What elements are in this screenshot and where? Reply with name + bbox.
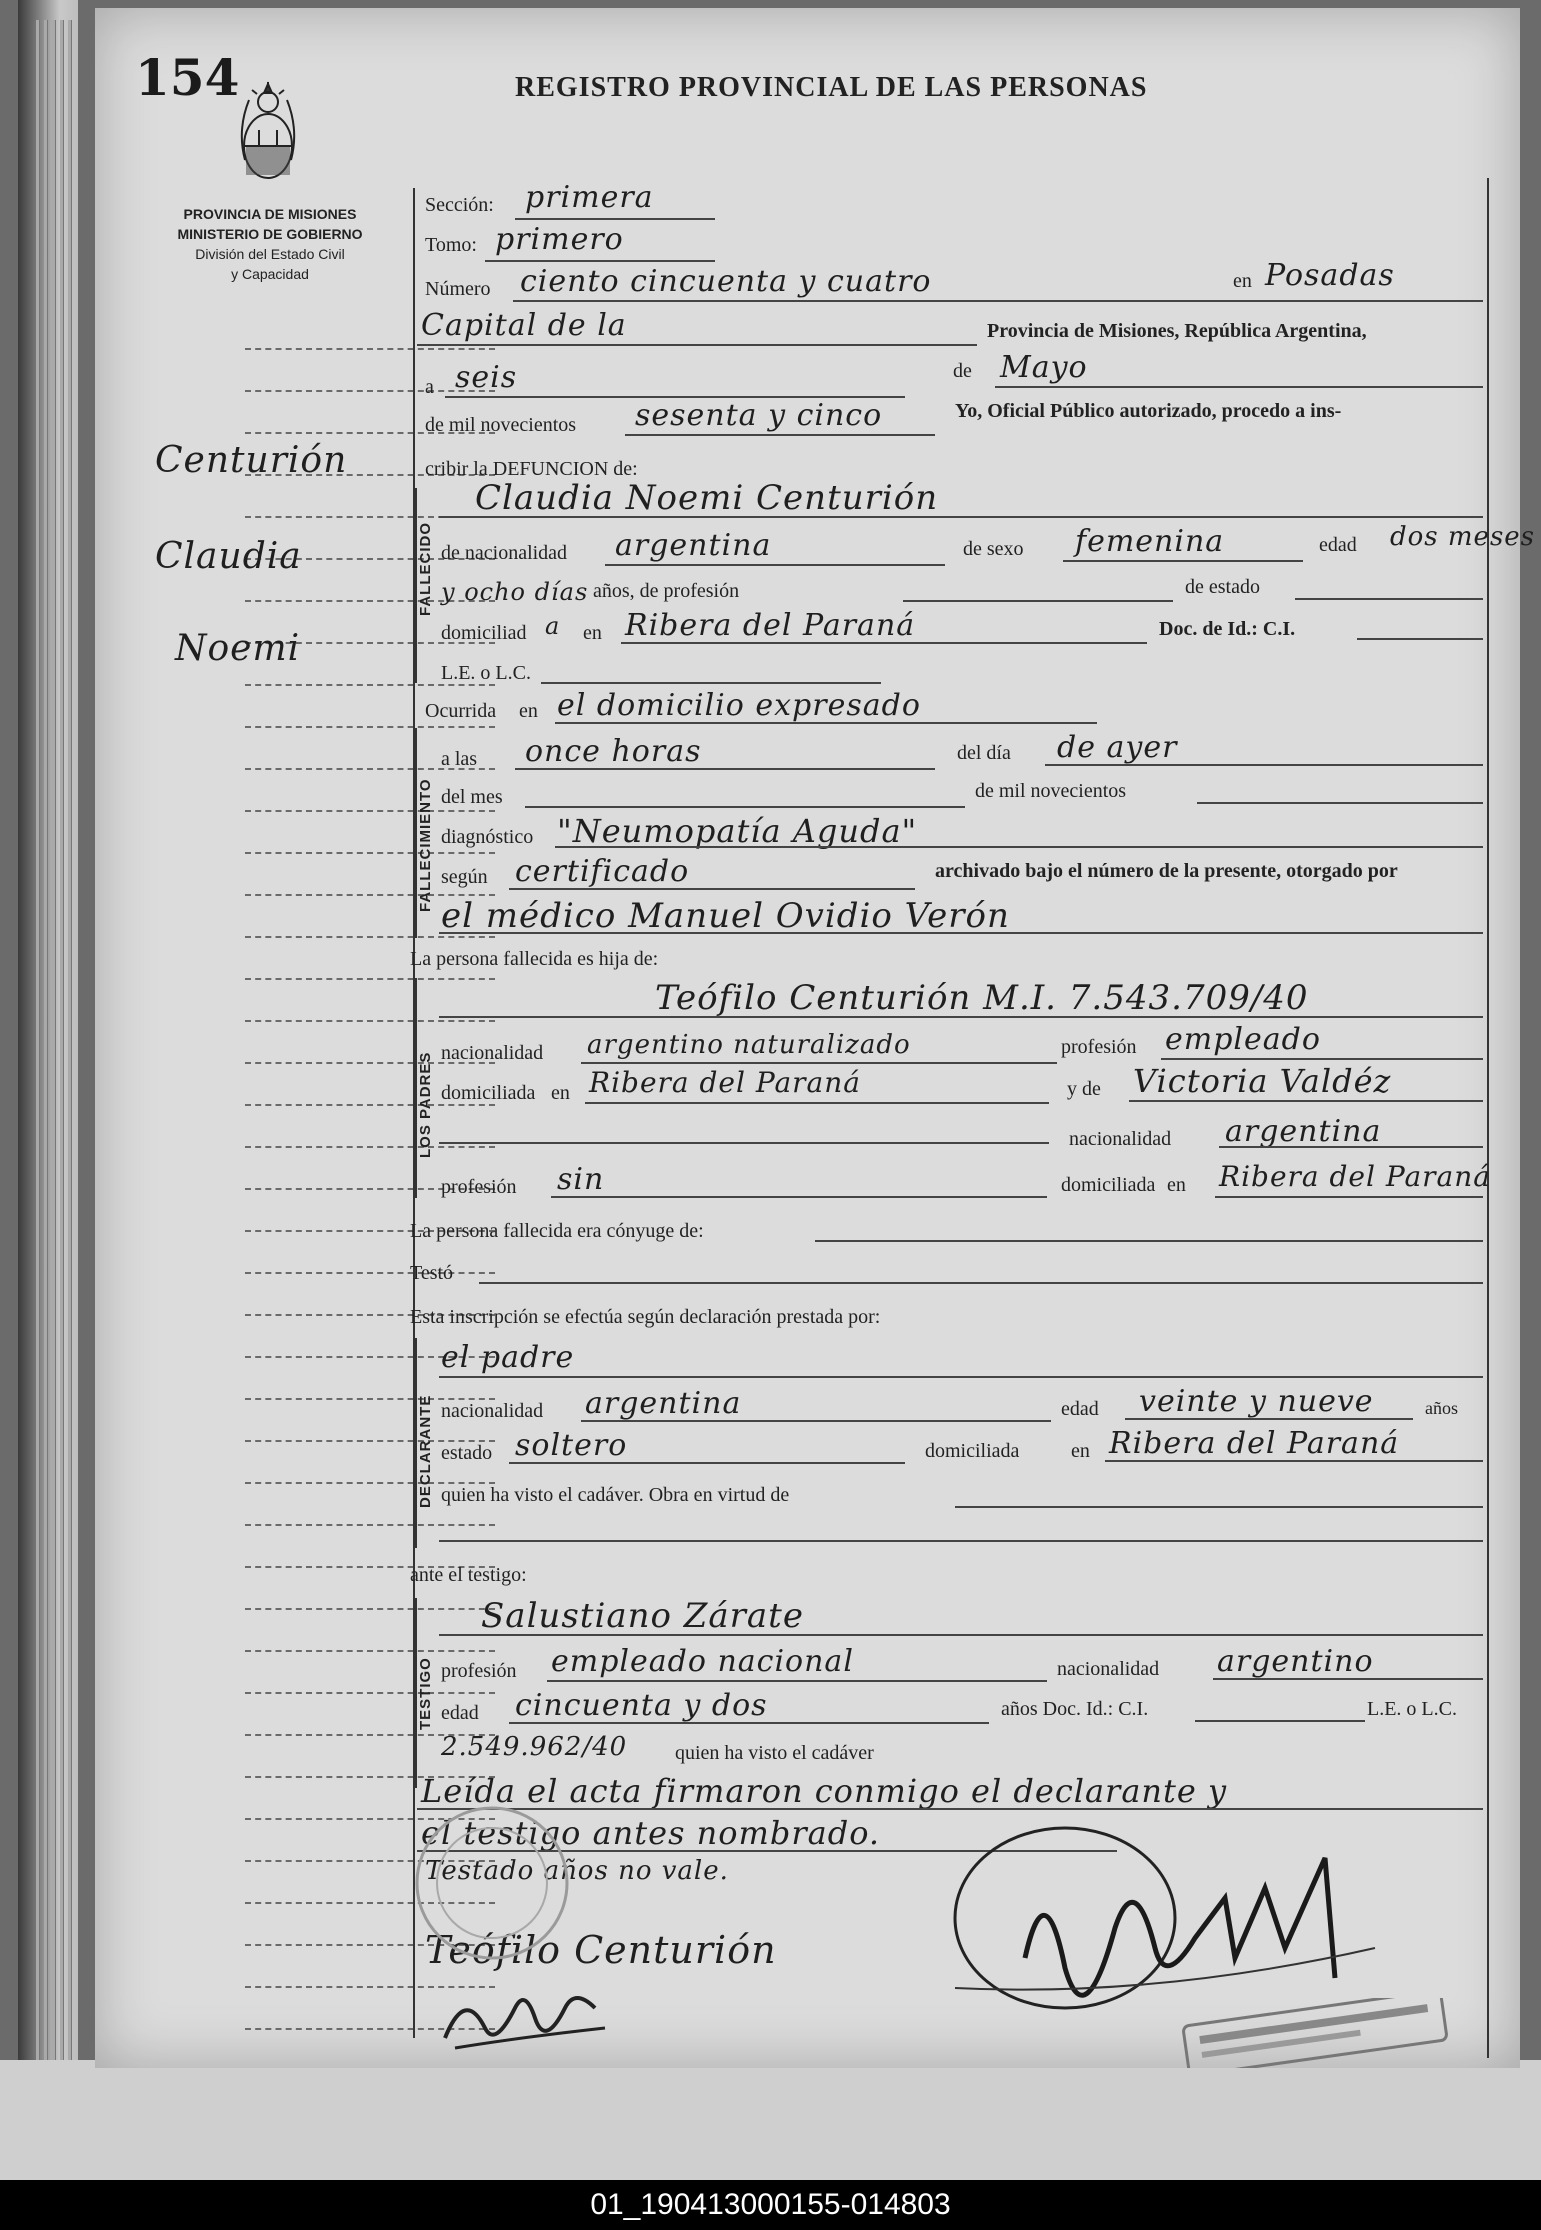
value-hora: once horas xyxy=(525,734,702,769)
value-seccion: primera xyxy=(525,180,654,215)
value-declarante: el padre xyxy=(441,1340,575,1375)
line-declarante xyxy=(439,1376,1483,1378)
label-tomo: Tomo: xyxy=(425,234,477,256)
label-inscripcion: Esta inscripción se efectúa según declaración prestada por: xyxy=(410,1306,881,1328)
value-ciudad: Posadas xyxy=(1265,258,1395,293)
value-diagnostico: "Neumopatía Aguda" xyxy=(557,812,918,850)
line-test-edad xyxy=(509,1722,989,1724)
line-nacionalidad xyxy=(605,564,945,566)
label-test-le-lc: L.E. o L.C. xyxy=(1367,1698,1457,1720)
label-de-sexo: de sexo xyxy=(963,538,1024,560)
margin-rule-line xyxy=(245,1146,495,1148)
office-province: PROVINCIA DE MISIONES xyxy=(183,206,357,222)
line-dia-fallec xyxy=(1045,764,1483,766)
label-del-dia: del día xyxy=(957,742,1011,764)
line-medico xyxy=(439,932,1483,934)
margin-second-name: Noemi xyxy=(175,628,301,669)
value-segun: certificado xyxy=(515,854,690,889)
margin-rule-line xyxy=(245,852,495,854)
label-decl-nacionalidad: nacionalidad xyxy=(441,1400,544,1422)
label-oficial: Yo, Oficial Público autorizado, procedo a ins- xyxy=(955,400,1342,422)
label-madre-domicilio-en: en xyxy=(1167,1174,1186,1196)
office-division: División del Estado Civil xyxy=(195,246,345,262)
witness-signature-icon xyxy=(435,1978,635,2058)
label-ocurrida-en: en xyxy=(519,700,538,722)
line-madre xyxy=(1129,1100,1483,1102)
value-sexo: femenina xyxy=(1075,524,1225,559)
note-line-1: Leída el acta firmaron conmigo el declarante y xyxy=(421,1772,1228,1810)
value-decl-domicilio: Ribera del Paraná xyxy=(1109,1426,1400,1461)
section-label-declarante: DECLARANTE xyxy=(417,1394,434,1508)
label-hija-de: La persona fallecida es hija de: xyxy=(410,948,659,970)
label-padre-nacionalidad: nacionalidad xyxy=(441,1042,544,1064)
label-padre-domicilio-en: en xyxy=(551,1082,570,1104)
value-dia: seis xyxy=(455,360,518,395)
label-test-edad: edad xyxy=(441,1702,479,1724)
line-padre-domicilio xyxy=(585,1102,1049,1104)
line-seccion xyxy=(515,218,715,220)
label-a-las: a las xyxy=(441,748,478,770)
margin-rule-line xyxy=(245,1524,495,1526)
value-madre: Victoria Valdéz xyxy=(1133,1062,1392,1100)
book-spine xyxy=(18,0,78,2080)
line-decl-nacionalidad xyxy=(581,1420,1051,1422)
label-edad: edad xyxy=(1319,534,1357,556)
value-madre-profesion: sin xyxy=(557,1162,605,1197)
line-estado xyxy=(1295,598,1483,600)
margin-rule-line xyxy=(245,978,495,980)
line-padre xyxy=(439,1016,1483,1018)
line-declarante-extra xyxy=(439,1540,1483,1542)
value-padre-profesion: empleado xyxy=(1165,1022,1321,1057)
label-segun: según xyxy=(441,866,488,888)
note-line-3: Testado años no vale. xyxy=(425,1856,729,1886)
value-madre-nacionalidad: argentina xyxy=(1225,1114,1382,1149)
margin-rule-line xyxy=(245,726,495,728)
label-del-mes: del mes xyxy=(441,786,503,808)
label-decl-edad: edad xyxy=(1061,1398,1099,1420)
label-de-mil: de mil novecientos xyxy=(425,414,577,436)
value-edad: dos meses xyxy=(1390,522,1536,552)
register-page xyxy=(95,8,1536,2068)
value-tomo: primero xyxy=(495,222,624,257)
label-decl-domicilio-en: en xyxy=(1071,1440,1090,1462)
line-capital xyxy=(417,344,977,346)
label-a: a xyxy=(425,376,434,398)
value-lugar: el domicilio expresado xyxy=(557,688,921,723)
section-label-fallecido: FALLECIDO xyxy=(417,522,434,616)
line-test-profesion xyxy=(547,1680,1047,1682)
label-decl-domiciliada: domiciliada xyxy=(925,1440,1020,1462)
label-diagnostico: diagnóstico xyxy=(441,826,534,848)
margin-rule-line xyxy=(245,1692,495,1694)
line-hora xyxy=(515,768,935,770)
value-anio: sesenta y cinco xyxy=(635,398,883,433)
label-decl-anos: años xyxy=(1425,1398,1458,1418)
value-madre-domicilio: Ribera del Paraná xyxy=(1219,1160,1491,1193)
value-numero: ciento cincuenta y cuatro xyxy=(520,264,932,299)
line-segun xyxy=(509,888,915,890)
value-test-edad: cincuenta y dos xyxy=(515,1688,768,1723)
label-numero: Número xyxy=(425,278,491,300)
margin-surname: Centurión xyxy=(155,440,348,481)
label-de-nacionalidad: de nacionalidad xyxy=(441,542,568,564)
line-anio-fallec xyxy=(1197,802,1483,804)
office-ministry: MINISTERIO DE GOBIERNO xyxy=(177,226,363,242)
section-label-fallecimiento: FALLECIMIENTO xyxy=(417,778,434,912)
margin-rule-line xyxy=(245,1272,495,1274)
value-padre-nacionalidad: argentino naturalizado xyxy=(587,1030,911,1060)
section-label-padres: LOS PADRES xyxy=(417,1051,434,1158)
value-medico: el médico Manuel Ovidio Verón xyxy=(441,896,1010,936)
label-en: en xyxy=(1233,270,1252,292)
line-decl-estado xyxy=(509,1462,905,1464)
value-decl-edad: veinte y nueve xyxy=(1139,1384,1374,1419)
value-testigo: Salustiano Zárate xyxy=(481,1596,804,1636)
label-test-nacionalidad: nacionalidad xyxy=(1057,1658,1160,1680)
label-madre-profesion: profesión xyxy=(441,1176,517,1198)
line-domicilio xyxy=(621,642,1147,644)
value-decl-nacionalidad: argentina xyxy=(585,1386,742,1421)
label-domiciliad: domiciliad xyxy=(441,622,527,644)
margin-rule-line xyxy=(245,1020,495,1022)
value-padre: Teófilo Centurión M.I. 7.543.709/40 xyxy=(655,978,1309,1018)
label-padre-profesion: profesión xyxy=(1061,1036,1137,1058)
value-padre-domicilio: Ribera del Paraná xyxy=(589,1066,861,1099)
image-id-footer: 01_190413000155-014803 xyxy=(0,2180,1541,2230)
page-number: 154 xyxy=(135,48,240,107)
line-nombre xyxy=(439,516,1483,518)
label-domicilio-en: en xyxy=(583,622,602,644)
line-testigo xyxy=(439,1634,1483,1636)
margin-rule-line xyxy=(245,936,495,938)
label-test-anos-doc: años Doc. Id.: C.I. xyxy=(1001,1698,1149,1720)
label-de-estado: de estado xyxy=(1185,576,1260,598)
line-decl-domicilio xyxy=(1105,1460,1483,1462)
label-madre-nacionalidad: nacionalidad xyxy=(1069,1128,1172,1150)
label-test-profesion: profesión xyxy=(441,1660,517,1682)
line-diagnostico xyxy=(555,846,1483,848)
line-anio xyxy=(625,434,935,436)
label-de-mil-nov: de mil novecientos xyxy=(975,780,1127,802)
value-test-doc: 2.549.962/40 xyxy=(441,1732,628,1762)
page-title: REGISTRO PROVINCIAL DE LAS PERSONAS xyxy=(515,72,1148,103)
line-tomo xyxy=(485,260,715,262)
line-numero xyxy=(513,300,1313,302)
label-doc-id: Doc. de Id.: C.I. xyxy=(1159,618,1296,640)
line-madre-nacionalidad xyxy=(1219,1146,1483,1148)
label-quien-visto: quien ha visto el cadáver. Obra en virtud de xyxy=(441,1484,790,1506)
main-frame-right xyxy=(1487,178,1489,2058)
line-obra xyxy=(955,1506,1483,1508)
label-padre-domiciliada: domiciliada xyxy=(441,1082,536,1104)
line-test-ci xyxy=(1195,1720,1365,1722)
page-bottom-area xyxy=(0,2060,1541,2180)
round-seal-icon xyxy=(407,1798,577,1968)
line-sexo xyxy=(1063,560,1303,562)
official-stamp-icon xyxy=(1175,1998,1455,2068)
label-conyuge: La persona fallecida era cónyuge de: xyxy=(410,1220,704,1242)
value-domiciliado-suffix: a xyxy=(545,612,561,640)
line-le-lc xyxy=(541,682,881,684)
margin-rule-line xyxy=(245,1650,495,1652)
line-conyuge xyxy=(815,1240,1483,1242)
line-padre-profesion xyxy=(1161,1058,1483,1060)
label-y-de: y de xyxy=(1067,1078,1101,1100)
label-madre-domiciliada: domiciliada xyxy=(1061,1174,1156,1196)
value-mes: Mayo xyxy=(1000,350,1088,385)
line-testo xyxy=(479,1282,1483,1284)
line-madre-profesion xyxy=(551,1196,1047,1198)
value-nombre: Claudia Noemi Centurión xyxy=(475,478,939,518)
label-quien-visto2: quien ha visto el cadáver xyxy=(675,1742,874,1764)
value-dia-fallec: de ayer xyxy=(1057,730,1178,765)
value-nacionalidad: argentina xyxy=(615,528,772,563)
line-test-nacionalidad xyxy=(1213,1678,1483,1680)
line-ciudad xyxy=(1263,300,1483,302)
margin-first-name: Claudia xyxy=(155,536,302,577)
label-provincia: Provincia de Misiones, República Argentina, xyxy=(987,320,1367,342)
signature-father: Teófilo Centurión xyxy=(425,1928,777,1972)
line-lugar xyxy=(555,722,1097,724)
note-line-2: el testigo antes nombrado. xyxy=(421,1814,881,1852)
line-padres-extra xyxy=(439,1142,1049,1144)
value-decl-estado: soltero xyxy=(515,1428,628,1463)
line-decl-edad xyxy=(1125,1418,1413,1420)
label-ante-testigo: ante el testigo: xyxy=(410,1564,527,1586)
line-doc-id xyxy=(1357,638,1483,640)
value-test-nacionalidad: argentino xyxy=(1217,1644,1374,1679)
margin-rule-line xyxy=(245,810,495,812)
label-le-lc: L.E. o L.C. xyxy=(441,662,531,684)
label-ocurrida: Ocurrida xyxy=(425,700,497,722)
value-capital: Capital de la xyxy=(421,308,627,343)
margin-rule-line xyxy=(245,1608,495,1610)
office-header xyxy=(135,204,405,284)
label-decl-estado: estado xyxy=(441,1442,493,1464)
line-profesion xyxy=(903,600,1173,602)
label-de: de xyxy=(953,360,972,382)
line-mes xyxy=(995,386,1483,388)
label-seccion: Sección: xyxy=(425,194,494,216)
value-domicilio: Ribera del Paraná xyxy=(625,608,916,643)
line-padre-nacionalidad xyxy=(581,1062,1057,1064)
argentina-coat-of-arms-icon xyxy=(235,80,301,192)
label-anos-profesion: años, de profesión xyxy=(593,580,740,602)
value-edad-cont: y ocho días xyxy=(441,578,589,606)
margin-rule-line xyxy=(245,348,495,350)
label-testo: Testó xyxy=(410,1262,454,1284)
label-archivado: archivado bajo el número de la presente, otorgado por xyxy=(935,860,1398,882)
line-madre-domicilio xyxy=(1215,1196,1483,1198)
value-test-profesion: empleado nacional xyxy=(551,1644,854,1679)
line-mes-fallec xyxy=(525,806,965,808)
office-division-cont: y Capacidad xyxy=(231,266,309,282)
label-cribir: cribir la DEFUNCION de: xyxy=(425,458,638,480)
section-label-testigo: TESTIGO xyxy=(417,1657,434,1730)
